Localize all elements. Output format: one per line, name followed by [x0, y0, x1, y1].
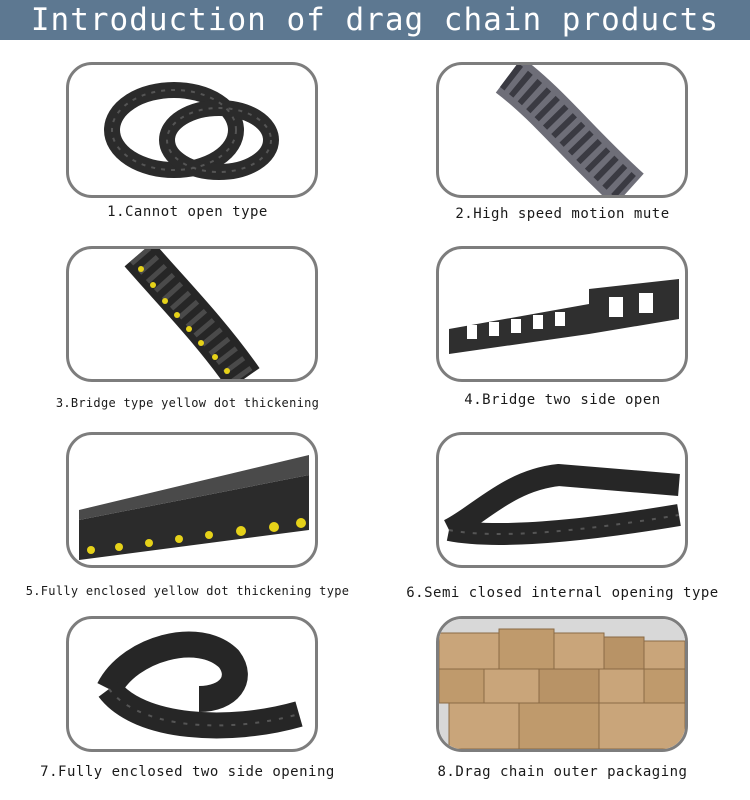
enclosed-yellow-dot-chain-image	[69, 435, 315, 565]
product-caption-7: 7.Fully enclosed two side opening	[40, 764, 335, 780]
curved-drag-chain-image	[439, 65, 685, 195]
product-caption-6: 6.Semi closed internal opening type	[406, 585, 719, 601]
product-image-7	[66, 616, 318, 752]
product-caption-1: 1.Cannot open type	[107, 204, 268, 220]
page-title: Introduction of drag chain products	[0, 0, 750, 40]
product-image-4	[436, 246, 688, 382]
product-image-2	[436, 62, 688, 198]
coiled-drag-chain-image	[69, 65, 315, 195]
cardboard-boxes-image	[439, 619, 685, 749]
product-image-5	[66, 432, 318, 568]
fully-enclosed-chain-image	[69, 619, 315, 749]
product-image-3	[66, 246, 318, 382]
product-image-8	[436, 616, 688, 752]
open-bridge-drag-chain-image	[439, 249, 685, 379]
yellow-dot-drag-chain-image	[69, 249, 315, 379]
semi-closed-chain-image	[439, 435, 685, 565]
product-caption-8: 8.Drag chain outer packaging	[437, 764, 688, 780]
product-image-6	[436, 432, 688, 568]
product-caption-5: 5.Fully enclosed yellow dot thickening type	[25, 584, 350, 598]
product-caption-3: 3.Bridge type yellow dot thickening	[55, 396, 320, 410]
product-image-1	[66, 62, 318, 198]
product-caption-2: 2.High speed motion mute	[455, 206, 670, 222]
product-caption-4: 4.Bridge two side open	[464, 392, 661, 408]
